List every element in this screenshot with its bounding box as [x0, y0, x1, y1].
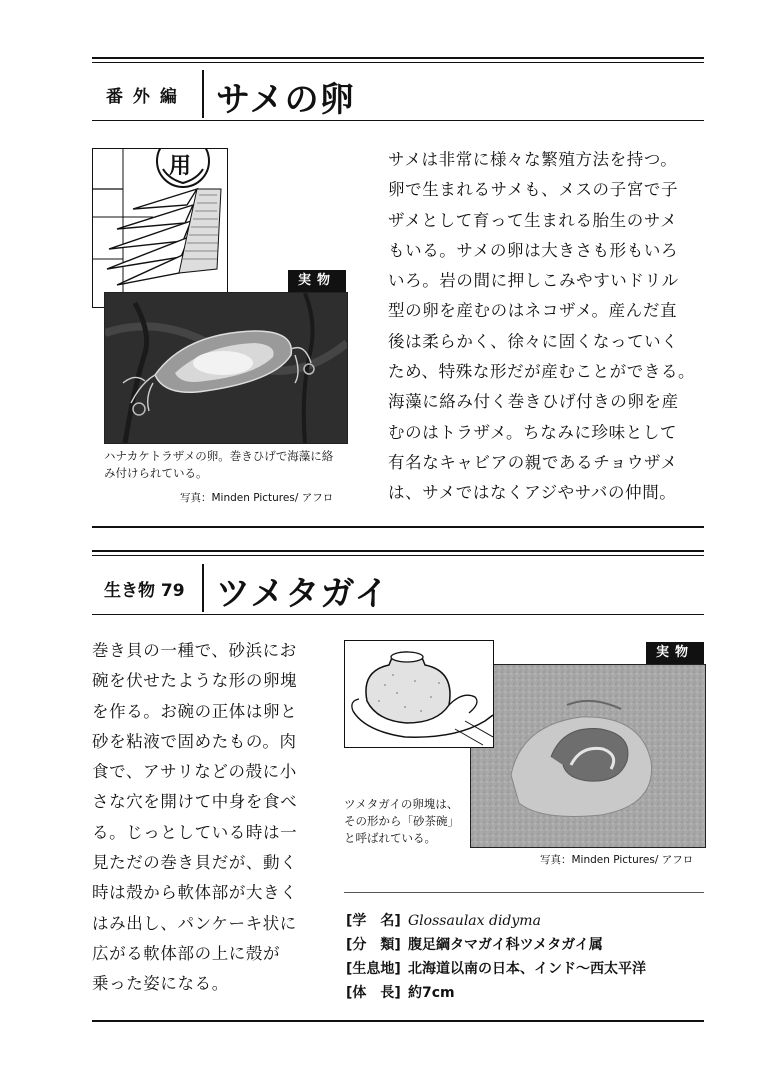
body-line: 食で、アサリなどの殻に小	[92, 762, 297, 782]
header-divider	[202, 564, 204, 612]
caption-line: ハナカケトラザメの卵。巻きひげで海藻に絡	[104, 449, 334, 463]
body-line: さな穴を開けて中身を食べ	[92, 792, 298, 812]
spec-row-body-length	[346, 982, 455, 1002]
caption-line: と呼ばれている。	[344, 831, 436, 845]
spec-value: 腹足綱タマガイ科ツメタガイ属	[408, 937, 603, 953]
photo-badge: 実物	[646, 642, 704, 664]
body-text	[92, 636, 297, 1000]
caption-line: ツメタガイの卵塊は、	[344, 797, 459, 811]
spec-value: 約7cm	[408, 985, 455, 1001]
body-line: る。じっとしている時は一	[92, 822, 298, 842]
photo-credit: 写真：Minden Pictures/ アフロ	[180, 492, 334, 504]
bowl-in-hands-drawing	[345, 641, 493, 747]
spec-key: [分 類]	[346, 937, 401, 953]
section-end-rule	[92, 1020, 704, 1022]
drill-egg-illustration	[92, 148, 228, 308]
caption-line: み付けられている。	[104, 466, 208, 480]
top-rule-thin	[92, 555, 704, 556]
body-line: 広がる軟体部の上に殻が	[92, 943, 281, 963]
body-line: 見ただの巻き貝だが、動く	[92, 853, 298, 873]
photo-credit: 写真：Minden Pictures/ アフロ	[540, 854, 694, 866]
shark-egg-image	[105, 293, 347, 443]
body-line: 巻き貝の一種で、砂浜にお	[92, 641, 297, 660]
body-line: は、サメではなくアジやサバの仲間。	[388, 483, 677, 503]
body-line: むのはトラザメ。ちなみに珍味として	[388, 422, 678, 442]
body-line: 有名なキャビアの親であるチョウザメ	[388, 452, 678, 472]
spec-key: [学 名]	[346, 913, 401, 929]
body-line: もいる。サメの卵は大きさも形もいろ	[388, 240, 679, 260]
bowl-illustration	[344, 640, 494, 748]
spec-row-classification	[346, 934, 603, 954]
section-tag: 番 外 編	[106, 87, 179, 107]
body-line: いろ。岩の間に押しこみやすいドリル	[388, 271, 679, 291]
body-text	[388, 145, 695, 509]
spec-key: [生息地]	[346, 961, 401, 977]
body-line: ザメとして育って生まれる胎生のサメ	[388, 210, 678, 230]
section-title: サメの卵	[216, 80, 355, 120]
header-bottom-rule	[92, 120, 704, 121]
caption-line: その形から「砂茶碗」	[344, 814, 459, 828]
body-line: を作る。お碗の正体は卵と	[92, 701, 298, 721]
body-line: ため、特殊な形だが産むことができる。	[388, 362, 696, 382]
top-rule	[92, 57, 704, 59]
spec-list	[346, 910, 704, 1006]
body-line: サメは非常に様々な繁殖方法を持つ。	[388, 150, 678, 169]
photo-badge: 実物	[288, 270, 346, 292]
section-tag: 生き物 79	[104, 581, 185, 601]
header-divider	[202, 70, 204, 118]
spec-key: [体 長]	[346, 985, 401, 1001]
body-line: 卵で生まれるサメも、メスの子宮で子	[388, 180, 679, 200]
section-end-rule	[92, 526, 704, 528]
body-line: 碗を伏せたような形の卵塊	[92, 671, 298, 691]
body-line: はみ出し、パンケーキ状に	[92, 913, 297, 933]
drill-egg-drawing	[93, 149, 227, 307]
specs-divider	[344, 892, 704, 893]
body-line: 時は殻から軟体部が大きく	[92, 883, 298, 903]
section-title: ツメタガイ	[216, 574, 390, 614]
sand-collar-image	[471, 665, 705, 847]
body-line: 海藻に絡み付く巻きひげ付きの卵を産	[388, 392, 679, 412]
shark-egg-photo	[104, 292, 348, 444]
photo-caption	[344, 796, 459, 847]
body-line: 砂を粘液で固めたもの。肉	[92, 731, 297, 751]
sand-collar-photo	[470, 664, 706, 848]
spec-row-habitat	[346, 958, 646, 978]
spec-value: Glossaulax didyma	[408, 913, 541, 929]
header-bottom-rule	[92, 614, 704, 615]
body-line: 乗った姿になる。	[92, 974, 229, 994]
body-line: 後は柔らかく、徐々に固くなっていく	[388, 331, 679, 351]
top-rule-thin	[92, 62, 704, 63]
spec-value: 北海道以南の日本、インド〜西太平洋	[408, 961, 646, 977]
seal-text: 用	[169, 154, 192, 179]
top-rule	[92, 550, 704, 552]
body-line: 型の卵を産むのはネコザメ。産んだ直	[388, 301, 678, 321]
photo-caption	[104, 448, 333, 482]
spec-row-scientific-name	[346, 910, 541, 930]
